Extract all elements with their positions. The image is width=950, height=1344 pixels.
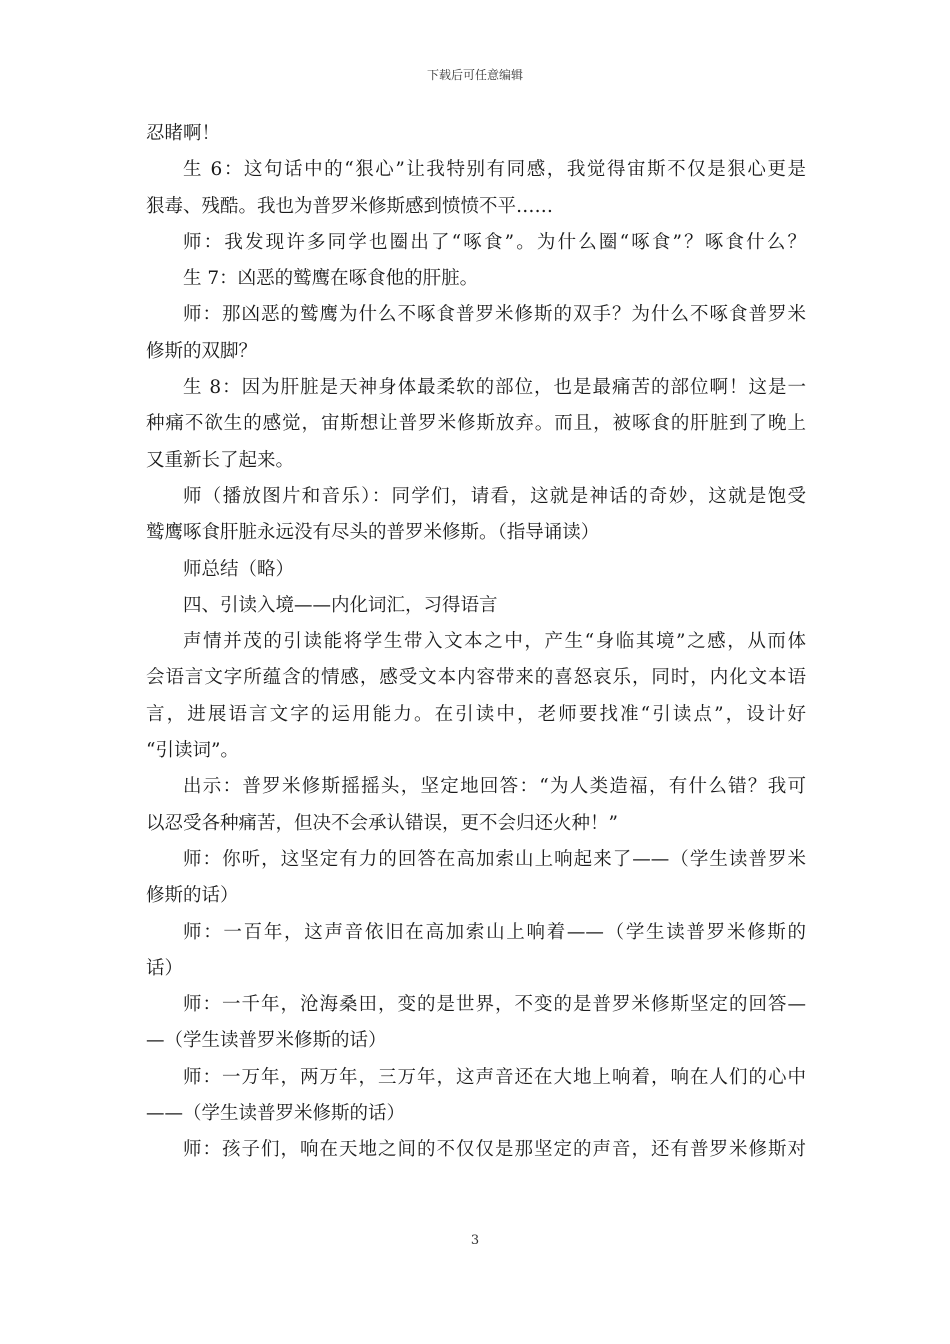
text-line: 狠毒、残酷。我也为普罗米修斯感到愤愤不平……: [146, 195, 554, 217]
text-line: 师：孩子们，响在天地之间的不仅仅是那坚定的声音，还有普罗米修斯对: [183, 1139, 806, 1161]
page-number: 3: [470, 1233, 480, 1248]
text-line: 师：我发现许多同学也圈出了“啄食”。为什么圈“啄食”？啄食什么？: [183, 231, 806, 253]
text-line: 以忍受各种痛苦，但决不会承认错误，更不会归还火种！”: [146, 812, 618, 834]
text-line: 师总结（略）: [183, 558, 295, 580]
text-line: 生 6：这句话中的“狠心”让我特别有同感，我觉得宙斯不仅是狠心更是: [183, 159, 806, 181]
document-body: [146, 116, 806, 1169]
text-line: 修斯的双脚？: [146, 340, 258, 362]
page-header: 下载后可任意编辑: [426, 68, 523, 82]
text-line: 师：一万年，两万年，三万年，这声音还在大地上响着，响在人们的心中: [183, 1066, 806, 1088]
text-line: 修斯的话）: [146, 885, 239, 907]
text-line: 出示：普罗米修斯摇摇头，坚定地回答：“为人类造福，有什么错？我可: [183, 776, 806, 798]
text-line: “引读词”。: [146, 740, 239, 762]
text-line: 声情并茂的引读能将学生带入文本之中，产生“身临其境”之感，从而体: [183, 631, 806, 653]
text-line: 会语言文字所蕴含的情感，感受文本内容带来的喜怒哀乐，同时，内化文本语: [146, 667, 806, 689]
text-line: 忍睹啊！: [146, 123, 221, 144]
text-line: 话）: [146, 957, 184, 979]
text-line: 鹫鹰啄食肝脏永远没有尽头的普罗米修斯。（指导诵读）: [146, 522, 600, 544]
text-line: 师：你听，这坚定有力的回答在高加索山上响起来了——（学生读普罗米: [183, 848, 806, 870]
text-line: 又重新长了起来。: [146, 449, 295, 471]
text-line: 生 8：因为肝脏是天神身体最柔软的部位，也是最痛苦的部位啊！这是一: [183, 377, 806, 399]
text-line: 种痛不欲生的感觉，宙斯想让普罗米修斯放弃。而且，被啄食的肝脏到了晚上: [146, 413, 806, 435]
text-line: 师：一百年，这声音依旧在高加索山上响着——（学生读普罗米修斯的: [183, 921, 806, 943]
section-heading: 四、引读入境——内化词汇，习得语言: [183, 594, 498, 616]
text-line: ——（学生读普罗米修斯的话）: [146, 1103, 406, 1125]
text-line: 生 7：凶恶的鹫鹰在啄食他的肝脏。: [183, 268, 479, 290]
text-line: 师（播放图片和音乐）：同学们，请看，这就是神话的奇妙，这就是饱受: [183, 485, 806, 507]
text-line: 言，进展语言文字的运用能力。在引读中，老师要找准“引读点”，设计好: [146, 703, 806, 725]
text-line: 师：那凶恶的鹫鹰为什么不啄食普罗米修斯的双手？为什么不啄食普罗米: [183, 304, 806, 326]
text-line: —（学生读普罗米修斯的话）: [146, 1030, 387, 1052]
text-line: 师：一千年，沧海桑田，变的是世界，不变的是普罗米修斯坚定的回答—: [183, 994, 806, 1016]
